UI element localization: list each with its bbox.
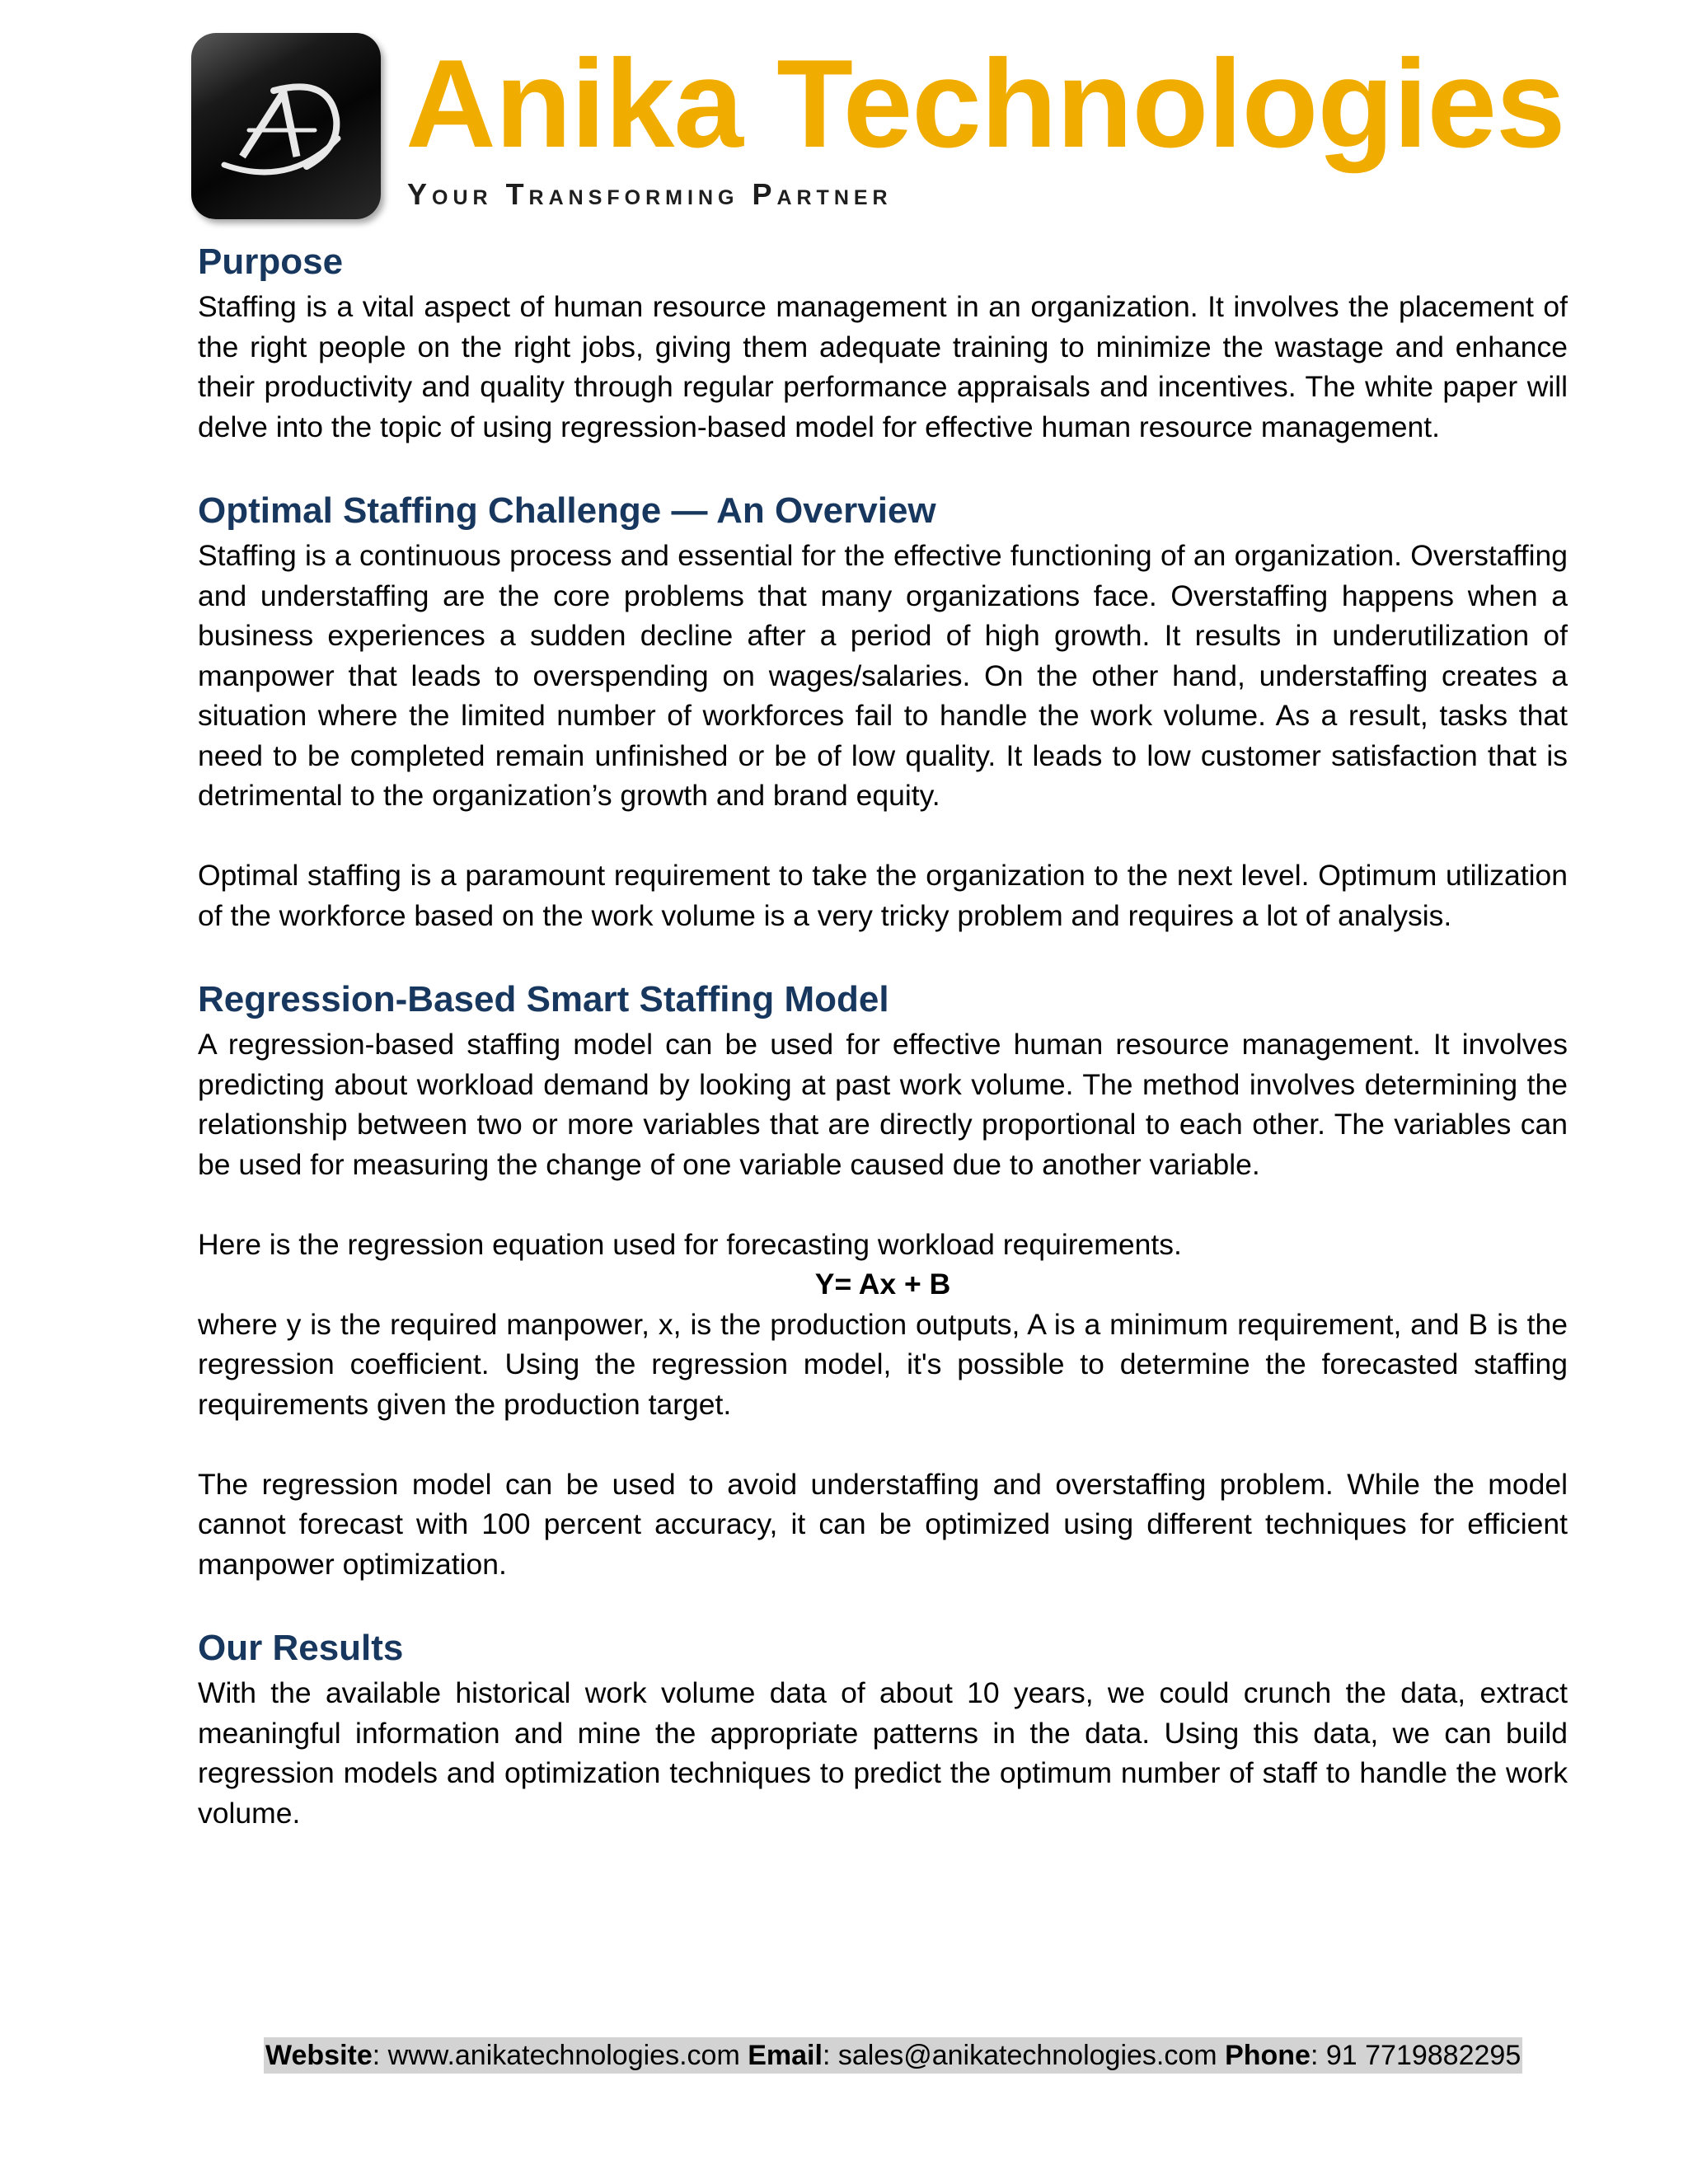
- paragraph-model-3: where y is the required manpower, x, is the production outputs, A is a minimum requirement, and B is the regression coefficient. Using the regression model, it's possible to determine the forecasted staffing requirements given the production target.: [198, 1307, 1568, 1421]
- footer-website-label: Website: [265, 2040, 373, 2071]
- paragraph-overview-2: Optimal staffing is a paramount requirement to take the organization to the next level. Optimum utilization of the workforce based on the work volume is a very tricky problem and requires a lot of analysis.: [198, 859, 1568, 932]
- footer-email[interactable]: sales@anikatechnologies.com: [837, 2040, 1217, 2071]
- paragraph-model-1: A regression-based staffing model can be used for effective human resource management. It involves predicting about workload demand by looking at past work volume. The method involves determining the relationship between two or more variables that are directly proportional to each other. The variables can be used for measuring the change of one variable caused due to another variable.: [198, 1028, 1568, 1181]
- regression-equation: Y= Ax + B: [814, 1268, 951, 1301]
- anika-logo-icon: [191, 33, 381, 219]
- footer-website[interactable]: www.anikatechnologies.com: [387, 2040, 740, 2071]
- logo: [191, 33, 381, 219]
- paragraph-model-4: The regression model can be used to avoid understaffing and overstaffing problem. While the model cannot forecast with 100 percent accuracy, it can be optimized using different techniques for efficient manpower optimization.: [198, 1467, 1568, 1581]
- heading-model: Regression-Based Smart Staffing Model: [198, 979, 889, 1019]
- footer-phone-label: Phone: [1225, 2040, 1311, 2071]
- paragraph-purpose-1: Staffing is a vital aspect of human resource management in an organization. It involves the placement of the right people on the right jobs, giving them adequate training to minimize the wastage and enhance their productivity and quality through regular performance appraisals and incentives. The white paper will delve into the topic of using regression-based model for effective human resource management.: [198, 290, 1568, 443]
- page-header: [191, 33, 1565, 223]
- paragraph-results-1: With the available historical work volume data of about 10 years, we could crunch the data, extract meaningful information and mine the appropriate patterns in the data. Using this data, we can build regression models and optimization techniques to predict the optimum number of staff to handle the work volume.: [198, 1676, 1568, 1830]
- footer-email-label: Email: [748, 2040, 823, 2071]
- brand-name: Anika Technologies: [406, 34, 1565, 174]
- page-footer: Website: www.anikatechnologies.com Email: sales@anikatechnologies.com Phone: 91 7719882295: [264, 2037, 1522, 2074]
- heading-results: Our Results: [198, 1628, 404, 1668]
- heading-purpose: Purpose: [198, 241, 344, 282]
- paragraph-model-2: Here is the regression equation used for forecasting workload requirements.: [198, 1227, 1182, 1261]
- document-body: [198, 237, 1568, 1833]
- footer-phone: 91 7719882295: [1325, 2040, 1522, 2071]
- paragraph-overview-1: Staffing is a continuous process and essential for the effective functioning of an organization. Overstaffing and understaffing are the core problems that many organizations face. Overstaffing happens when a business experiences a sudden decline after a period of high growth. It results in underutilization of manpower that leads to overspending on wages/salaries. On the other hand, understaffing creates a situation where the limited number of workforces fail to handle the work volume. As a result, tasks that need to be completed remain unfinished or be of low quality. It leads to low customer satisfaction that is detrimental to the organization’s growth and brand equity.: [198, 539, 1568, 812]
- brand-tagline: Your Transforming Partner: [407, 177, 893, 211]
- heading-overview: Optimal Staffing Challenge — An Overview: [198, 490, 936, 531]
